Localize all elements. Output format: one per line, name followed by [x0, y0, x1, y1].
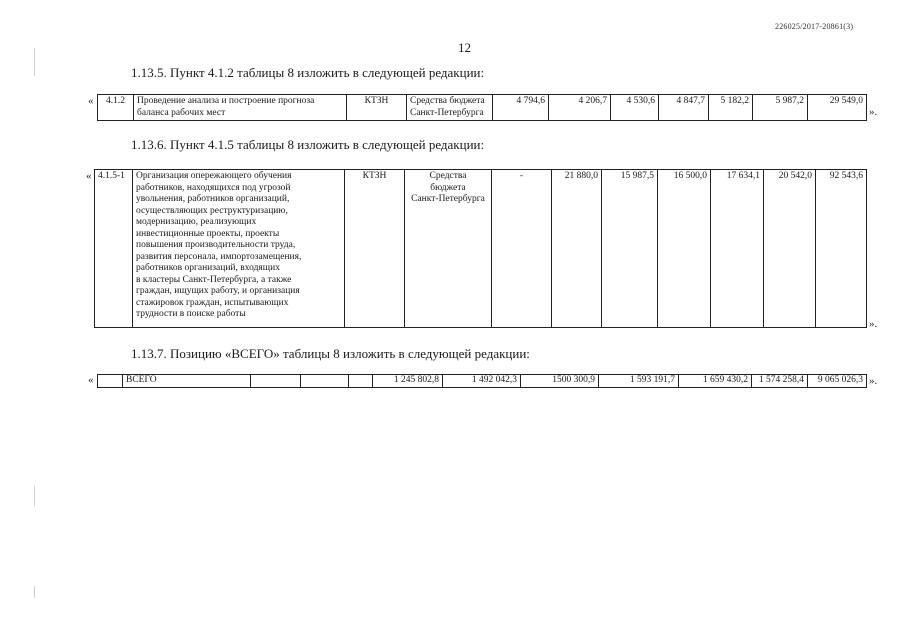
item-name-line: баланса рабочих мест [137, 107, 226, 118]
value-cell: - [492, 170, 552, 328]
document-number: 226025/2017-20861(3) [775, 22, 854, 31]
value-cell: 5 987,2 [753, 95, 808, 121]
table-total [97, 374, 867, 388]
item-name [133, 170, 345, 328]
item-funding-source [407, 95, 493, 121]
item-name-line: Организация опережающего обучения [136, 171, 292, 181]
total-cell: 9 065 026,3 [808, 375, 867, 388]
item-name-line: модернизацию, реализующих [136, 217, 257, 227]
item-name-line: стажировок граждан, испытывающих [136, 297, 289, 308]
table-item-4-1-5-1 [94, 169, 867, 328]
value-cell: 1 492 042,3 [443, 375, 521, 388]
open-quote: « [86, 170, 92, 182]
section-heading-1: 1.13.5. Пункт 4.1.2 таблицы 8 изложить в следующей редакции: [131, 65, 485, 80]
funding-source-line: Санкт-Петербурга [411, 194, 485, 204]
value-cell: 20 542,0 [764, 170, 816, 328]
value-cell: 1 659 430,2 [679, 375, 752, 388]
value-cell: 16 500,0 [658, 170, 711, 328]
item-name-line: работников, находящихся под угрозой [136, 182, 291, 193]
item-number: 4.1.2 [98, 95, 134, 121]
funding-source-line: Средства бюджета [410, 96, 485, 106]
item-name-line: граждан, ищущих работу, и организация [136, 286, 300, 296]
page-number: 12 [458, 40, 471, 55]
value-cell: 1 574 258,4 [752, 375, 808, 388]
value-cell: 21 880,0 [552, 170, 602, 328]
item-name-line: развития персонала, импортозамещения, [136, 251, 302, 262]
value-cell: 4 206,7 [549, 95, 611, 121]
item-name-line: Проведение анализа и построение прогноза [137, 96, 315, 106]
item-executor: КТЗН [345, 170, 405, 328]
value-cell: 1500 300,9 [521, 375, 599, 388]
item-name-line: повышения производительности труда, [136, 240, 296, 250]
funding-source-line: Средства [429, 171, 467, 181]
item-executor: КТЗН [347, 95, 407, 121]
value-cell: 4 530,6 [611, 95, 659, 121]
value-cell: 4 794,6 [493, 95, 549, 121]
empty-cell [301, 375, 349, 388]
empty-cell [251, 375, 301, 388]
scan-artifact [34, 48, 35, 76]
close-quote: ». [869, 375, 878, 387]
empty-cell [349, 375, 373, 388]
value-cell: 1 593 191,7 [599, 375, 679, 388]
value-cell: 1 245 802,8 [373, 375, 443, 388]
item-name [134, 95, 347, 121]
section-heading-3: 1.13.7. Позицию «ВСЕГО» таблицы 8 изложить в следующей редакции: [131, 346, 530, 361]
value-cell: 15 987,5 [602, 170, 658, 328]
funding-source-line: бюджета [430, 182, 466, 193]
total-label: ВСЕГО [123, 375, 251, 388]
close-quote: ». [869, 106, 878, 118]
item-name-line: инвестиционные проекты, проекты [136, 228, 280, 239]
scan-artifact [34, 586, 35, 598]
table-row [95, 170, 867, 328]
value-cell: 17 634,1 [711, 170, 764, 328]
item-name-line: увольнения, работников организаций, [136, 194, 290, 204]
close-quote: ». [869, 318, 878, 330]
item-number: 4.1.5-1 [95, 170, 133, 328]
value-cell: 5 182,2 [709, 95, 753, 121]
item-name-line: в кластеры Санкт-Петербурга, а также [136, 274, 292, 285]
item-name-line: трудности в поиске работы [136, 309, 246, 319]
total-cell: 29 549,0 [808, 95, 867, 121]
section-heading-2: 1.13.6. Пункт 4.1.5 таблицы 8 изложить в следующей редакции: [131, 137, 485, 152]
item-name-line: осуществляющих реструктуризацию, [136, 205, 288, 216]
scan-artifact [34, 486, 35, 506]
item-name-line: работников организаций, входящих [136, 263, 280, 273]
table-item-4-1-2 [97, 94, 867, 121]
item-funding-source [405, 170, 492, 328]
table-row [98, 375, 867, 388]
empty-cell [98, 375, 123, 388]
table-row [98, 95, 867, 121]
open-quote: « [88, 374, 94, 386]
value-cell: 4 847,7 [659, 95, 709, 121]
funding-source-line: Санкт-Петербурга [410, 107, 484, 118]
total-cell: 92 543,6 [816, 170, 867, 328]
open-quote: « [88, 95, 94, 107]
